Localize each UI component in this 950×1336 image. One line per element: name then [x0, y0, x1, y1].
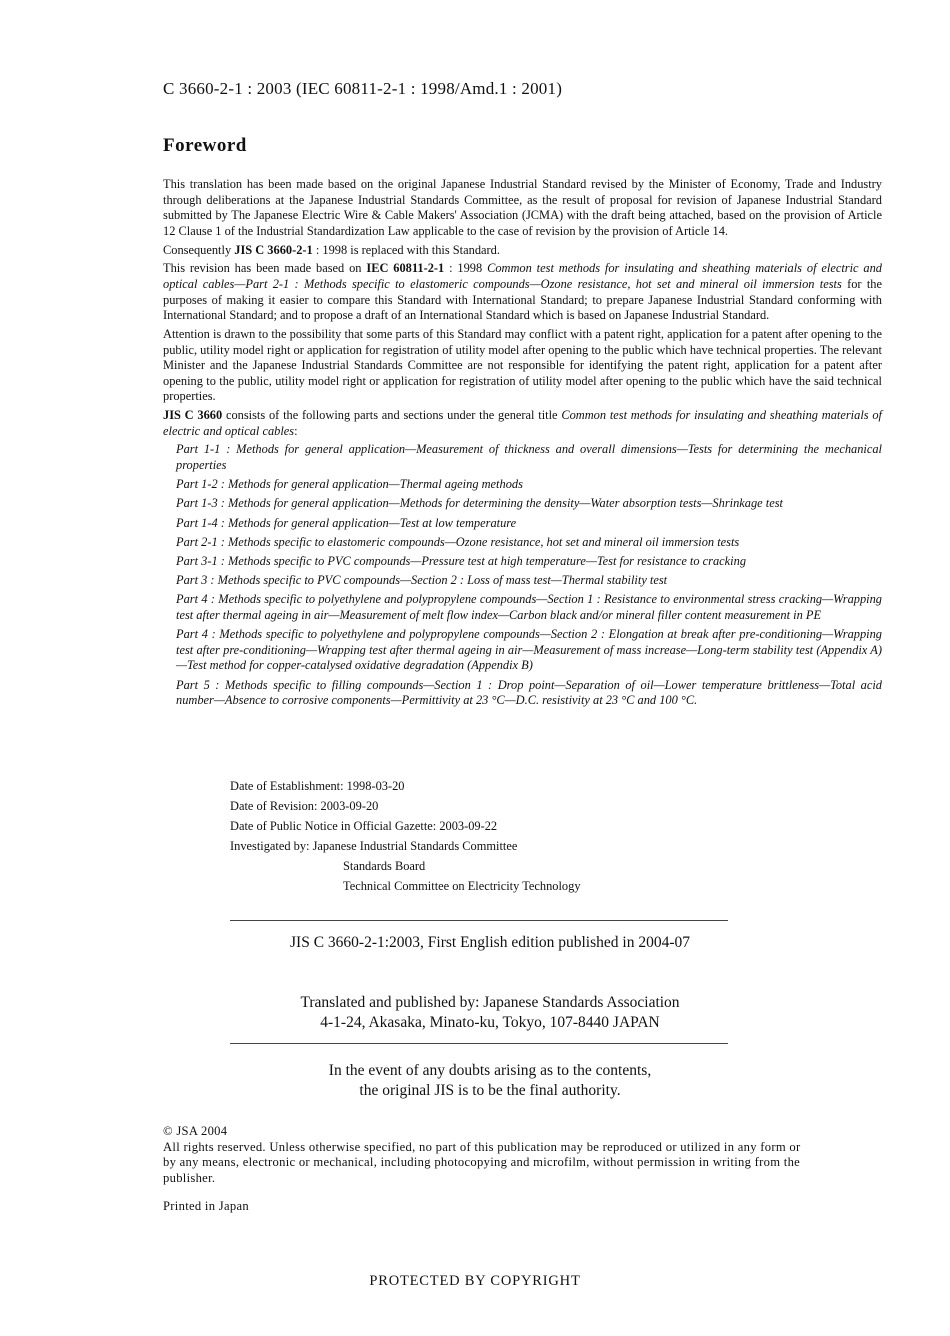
list-item: Part 2-1 : Methods specific to elastomeric compounds—Ozone resistance, hot set and mineral oil immersion tests [176, 534, 740, 549]
foreword-title: Foreword [163, 135, 247, 156]
foreword-paragraph-2: Consequently JIS C 3660-2-1 : 1998 is replaced with this Standard. [163, 242, 500, 257]
authority-notice: In the event of any doubts arising as to the contents, the original JIS is to be the final authority. [328, 1062, 652, 1099]
publisher-block: Translated and published by: Japanese Standards Association 4-1-24, Akasaka, Minato-ku, Tokyo, 107-8440 JAPAN [300, 994, 680, 1031]
copyright-notice: © JSA 2004 All rights reserved. Unless otherwise specified, no part of this publication may be reproduced or utilized in any form or by any means, electronic or mechanical, including photocopying and microfilm, without permission in writing from the publisher. [163, 1124, 801, 1185]
foreword-body [163, 177, 882, 712]
investigated-by: Investigated by: Japanese Industrial Standards Committee [230, 839, 518, 853]
iec-code: IEC 60811-2-1 [366, 261, 445, 276]
edition-line: JIS C 3660-2-1:2003, First English edition published in 2004-07 [290, 934, 690, 951]
copyright-footer: PROTECTED BY COPYRIGHT [369, 1273, 581, 1289]
list-item: Part 1-2 : Methods for general application—Thermal ageing methods [176, 477, 523, 492]
list-item: Part 1-3 : Methods for general application—Methods for determining the density—Water absorption tests—Shrinkage test [176, 496, 783, 511]
list-item: Part 5 : Methods specific to filling compounds—Section 1 : Drop point—Separation of oil—Lower temperature brittleness—Total acid number—Absence to corrosive components—Permittivity at 23 °C—D.C. resistivity at 23 °C and 100 °C. [176, 677, 882, 708]
standard-header: C 3660-2-1 : 2003 (IEC 60811-2-1 : 1998/Amd.1 : 2001) [163, 79, 563, 98]
dates-block [230, 776, 581, 896]
public-notice-date: Date of Public Notice in Official Gazette: 2003-09-22 [230, 819, 498, 833]
investigated-by-bodies: Standards Board Technical Committee on Electricity Technology [343, 859, 581, 893]
revision-date: Date of Revision: 2003-09-20 [230, 799, 379, 813]
list-item: Part 3-1 : Methods specific to PVC compounds—Pressure test at high temperature—Test for resistance to cracking [176, 553, 747, 568]
parts-list [163, 442, 882, 708]
list-item: Part 1-1 : Methods for general application—Measurement of thickness and overall dimensions—Tests for determining the mechanical properties [176, 442, 882, 473]
foreword-paragraph-3: This revision has been made based on IEC 60811-2-1 : 1998 Common test methods for insulating and sheathing materials of electric and optical cables—Part 2-1 : Methods specific to elastomeric compounds—Ozone resistance, hot set and mineral oil immersion tests for the purposes of making it easier to compare this Standard with International Standard; to prepare Japanese Industrial Standard conforming with International Standard; and to propose a draft of an International Standard which is based on Japanese Industrial Standard. [163, 261, 882, 323]
foreword-paragraph-1: This translation has been made based on the original Japanese Industrial Standard revised by the Minister of Economy, Trade and Industry through deliberations at the Japanese Industrial Standards Committee, as the result of proposal for revision of Japanese Industrial Standard submitted by The Japanese Electric Wire & Cable Makers' Association (JCMA) with the draft being attached, based on the provision of Article 12 Clause 1 of the Industrial Standardization Law applicable to the case of revision by the provision of Article 14. [163, 177, 882, 238]
establishment-date: Date of Establishment: 1998-03-20 [230, 779, 405, 793]
foreword-paragraph-5: JIS C 3660 consists of the following parts and sections under the general title Common test methods for insulating and sheathing materials of electric and optical cables: [163, 408, 882, 438]
list-item: Part 4 : Methods specific to polyethylene and polypropylene compounds—Section 2 : Elongation at break after pre-conditioning—Wrapping test after pre-conditioning—Wrapping test after thermal ageing in air—Measurement of mass increase—Long-term stability test (Appendix A)—Test method for copper-catalysed oxidative degradation (Appendix B) [176, 627, 882, 673]
list-item: Part 3 : Methods specific to PVC compounds—Section 2 : Loss of mass test—Thermal stability test [176, 573, 668, 588]
foreword-paragraph-4: Attention is drawn to the possibility that some parts of this Standard may conflict with a patent right, application for a patent after opening to the public, utility model right or application for registration of utility model after opening to the public which have technical properties. The relevant Minister and the Japanese Industrial Standards Committee are not responsible for identifying the patent right, application for a patent after opening to the public, utility model right or application for registration of utility model after opening to the public which have the said technical properties. [163, 326, 882, 404]
divider [230, 920, 728, 921]
printed-in: Printed in Japan [163, 1199, 249, 1213]
standard-code: JIS C 3660-2-1 [234, 242, 313, 257]
series-code: JIS C 3660 [163, 408, 223, 423]
series-title: Common test methods for insulating and sheathing materials of electric and optical cables [163, 408, 882, 438]
list-item: Part 1-4 : Methods for general application—Test at low temperature [176, 515, 517, 530]
list-item: Part 4 : Methods specific to polyethylene and polypropylene compounds—Section 1 : Resistance to environmental stress cracking—Wrapping test after thermal ageing in air—Measurement of melt flow index—Carbon black and/or mineral filler content measurement in PE [176, 592, 882, 622]
iec-title: Common test methods for insulating and sheathing materials of electric and optical cables—Part 2-1 : Methods specific to elastomeric compounds—Ozone resistance, hot set and mineral oil immersion tests [163, 261, 882, 291]
divider [230, 1043, 728, 1044]
